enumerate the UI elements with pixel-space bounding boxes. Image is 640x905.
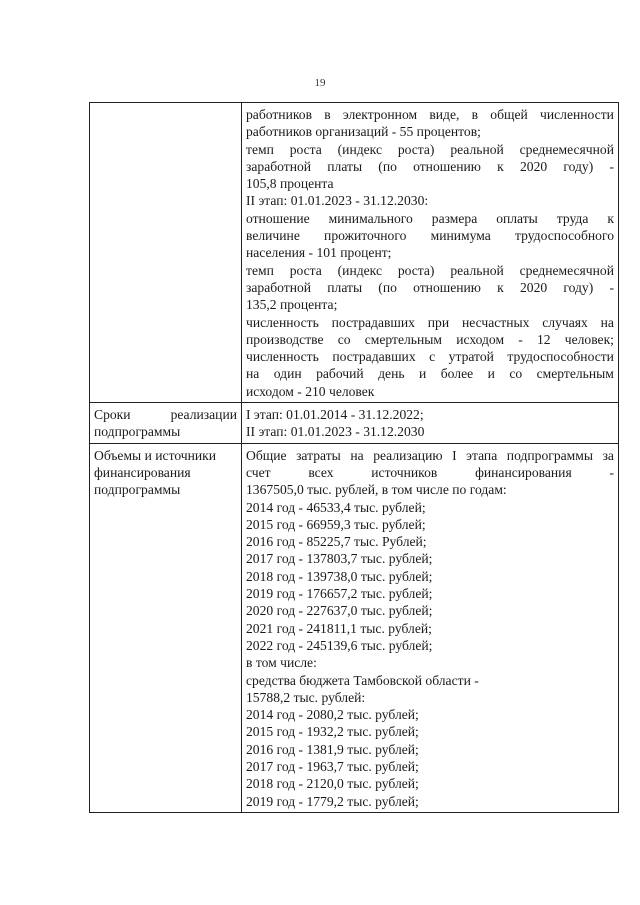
- word: численности: [540, 107, 614, 122]
- word: Общие: [246, 447, 287, 463]
- word: минимума: [430, 228, 491, 244]
- word: отношение: [246, 210, 310, 226]
- word: случаях: [542, 314, 588, 330]
- text-line: средства бюджета Тамбовской области -: [246, 672, 479, 688]
- text-line: [246, 331, 614, 348]
- word: на: [350, 447, 364, 463]
- text-line: 2020 год - 227637,0 тыс. рублей;: [246, 603, 433, 619]
- word: один: [273, 366, 302, 382]
- text-line: [246, 348, 614, 365]
- word: смертельным: [536, 366, 614, 382]
- word: роста): [397, 141, 435, 157]
- word: 2020: [519, 279, 548, 295]
- text-line: [246, 106, 614, 123]
- word: пострадавших: [331, 314, 415, 330]
- word: подпрограммы: [506, 447, 594, 463]
- text-line: 2016 год - 85225,7 тыс. Рублей;: [246, 534, 427, 550]
- word: и: [487, 366, 495, 382]
- word: на: [600, 314, 614, 330]
- text-line: 1367505,0 тыс. рублей, в том числе по годам:: [246, 482, 507, 498]
- text-line: 2021 год - 241811,1 тыс. рублей;: [246, 620, 432, 636]
- word: электронном: [342, 107, 418, 122]
- word: году): [563, 158, 594, 174]
- word: с: [429, 349, 436, 365]
- row-content: [242, 103, 619, 403]
- word: реализацию: [373, 447, 443, 463]
- word: производстве: [246, 331, 324, 347]
- text-line: [246, 210, 614, 227]
- word: (индекс: [337, 141, 382, 157]
- word: роста): [397, 262, 435, 278]
- word: -: [609, 158, 614, 174]
- word: году): [563, 279, 594, 295]
- word: общей: [490, 107, 528, 122]
- label-line: подпрограммы: [94, 482, 181, 498]
- text-line: 2016 год - 1381,9 тыс. рублей;: [246, 741, 419, 757]
- label-line: [94, 406, 237, 423]
- word: к: [497, 158, 504, 174]
- table-row-indicators: [90, 103, 619, 403]
- text-line: 2018 год - 139738,0 тыс. рублей;: [246, 568, 433, 584]
- word: утратой: [448, 349, 494, 365]
- text-line: 2019 год - 176657,2 тыс. рублей;: [246, 586, 433, 602]
- word: исходом: [456, 331, 505, 347]
- word: при: [427, 314, 450, 330]
- word: за: [602, 447, 614, 463]
- word: рабочий: [316, 366, 364, 382]
- word: труда: [556, 210, 589, 226]
- word: -: [609, 279, 614, 295]
- word: 2020: [519, 158, 548, 174]
- text-line: II этап: 01.01.2023 - 31.12.2030:: [246, 193, 429, 209]
- page-number: 19: [314, 77, 326, 89]
- text-line: 2014 год - 46533,4 тыс. рублей;: [246, 499, 426, 515]
- row-content: [242, 443, 619, 812]
- word: трудоспособного: [514, 228, 614, 244]
- word: на: [246, 366, 260, 382]
- word: роста: [289, 141, 322, 157]
- text-line: [246, 141, 614, 158]
- label-line: финансирования: [94, 464, 191, 480]
- word: виде,: [429, 107, 460, 122]
- word: платы: [327, 158, 363, 174]
- text-line: в том числе:: [246, 655, 317, 671]
- text-line: 2015 год - 66959,3 тыс. рублей;: [246, 516, 426, 532]
- word: затраты: [296, 447, 341, 463]
- text-line: [246, 279, 614, 296]
- word: более: [440, 366, 474, 382]
- row-content: [242, 403, 619, 444]
- word: со: [337, 331, 351, 347]
- word: реальной: [450, 262, 504, 278]
- word: темп: [246, 262, 274, 278]
- word: численность: [246, 314, 319, 330]
- text-line: 2014 год - 2080,2 тыс. рублей;: [246, 707, 419, 723]
- word: реальной: [450, 141, 504, 157]
- row-label: [90, 103, 242, 403]
- word: прожиточного: [324, 228, 407, 244]
- word: I: [452, 447, 457, 463]
- text-line: исходом - 210 человек: [246, 383, 375, 399]
- text-line: II этап: 01.01.2023 - 31.12.2030: [246, 424, 425, 440]
- word: к: [607, 210, 614, 226]
- text-line: [246, 262, 614, 279]
- word: со: [509, 366, 523, 382]
- word: реализации: [170, 407, 237, 423]
- word: в: [471, 107, 479, 122]
- text-line: 2022 год - 245139,6 тыс. рублей;: [246, 637, 433, 653]
- word: среднемесячной: [519, 141, 614, 157]
- text-line: 2017 год - 137803,7 тыс. рублей;: [246, 551, 433, 567]
- label-line: Объемы и источники: [94, 447, 217, 463]
- label-line: подпрограммы: [94, 424, 181, 440]
- word: трудоспособности: [507, 349, 614, 365]
- text-line: 2017 год - 1963,7 тыс. рублей;: [246, 758, 419, 774]
- text-line: I этап: 01.01.2014 - 31.12.2022;: [246, 407, 424, 423]
- text-line: [246, 314, 614, 331]
- text-line: [246, 158, 614, 175]
- word: отношению: [413, 279, 481, 295]
- word: счет: [246, 464, 271, 480]
- row-label: [90, 403, 242, 444]
- text-line: 2018 год - 2120,0 тыс. рублей;: [246, 776, 419, 792]
- text-line: [246, 227, 614, 244]
- text-line: 2015 год - 1932,2 тыс. рублей;: [246, 724, 419, 740]
- table-row-financing: [90, 443, 619, 812]
- word: день: [378, 366, 405, 382]
- word: несчастных: [461, 314, 530, 330]
- text-line: [246, 365, 614, 382]
- word: к: [497, 279, 504, 295]
- text-line: 105,8 процента: [246, 176, 334, 192]
- word: источников: [371, 464, 438, 480]
- word: оплаты: [496, 210, 538, 226]
- word: в: [324, 107, 331, 122]
- word: 12: [536, 331, 551, 347]
- word: размера: [431, 210, 478, 226]
- word: этапа: [466, 447, 498, 463]
- word: отношению: [413, 158, 481, 174]
- word: работников: [246, 107, 312, 122]
- word: заработной: [246, 158, 312, 174]
- word: смертельным: [364, 331, 442, 347]
- row-label: [90, 443, 242, 812]
- word: роста: [289, 262, 322, 278]
- text-line: 135,2 процента;: [246, 297, 338, 313]
- table-row-terms: [90, 403, 619, 444]
- word: (по: [378, 279, 397, 295]
- word: -: [518, 331, 523, 347]
- word: -: [609, 464, 614, 480]
- word: финансирования: [475, 464, 572, 480]
- text-line: работников организаций - 55 процентов;: [246, 124, 481, 140]
- text-line: 2019 год - 1779,2 тыс. рублей;: [246, 793, 419, 809]
- word: среднемесячной: [519, 262, 614, 278]
- word: всех: [308, 464, 334, 480]
- word: платы: [327, 279, 363, 295]
- word: и: [419, 366, 427, 382]
- word: пострадавших: [332, 349, 416, 365]
- text-line: [246, 447, 614, 464]
- text-line: [246, 464, 614, 481]
- text-line: 15788,2 тыс. рублей:: [246, 689, 366, 705]
- word: Сроки: [94, 407, 131, 423]
- word: численность: [246, 349, 319, 365]
- word: величине: [246, 228, 300, 244]
- word: (индекс: [337, 262, 382, 278]
- subprogram-passport-table: [89, 102, 619, 813]
- word: человек;: [564, 331, 614, 347]
- word: темп: [246, 141, 274, 157]
- word: (по: [378, 158, 397, 174]
- word: минимального: [328, 210, 413, 226]
- word: заработной: [246, 279, 312, 295]
- text-line: населения - 101 процент;: [246, 245, 392, 261]
